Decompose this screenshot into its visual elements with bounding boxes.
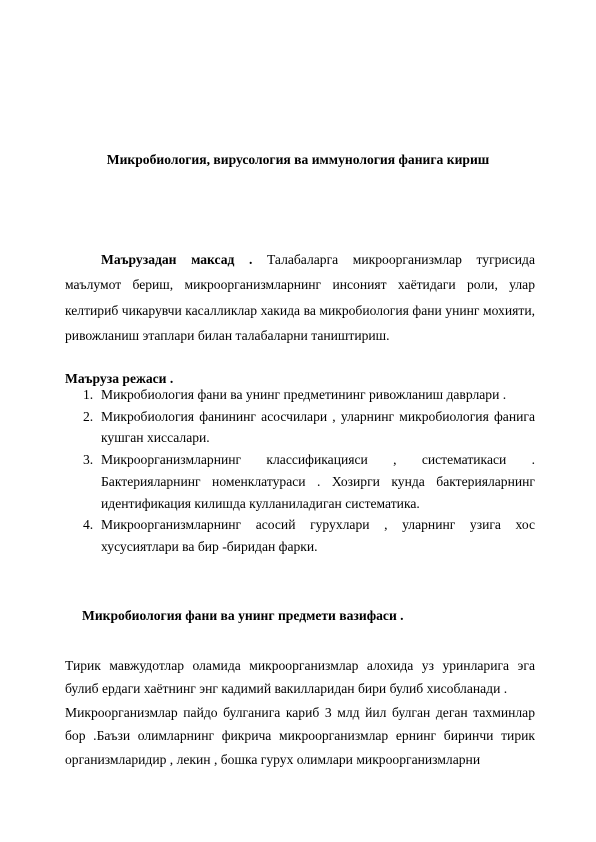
plan-item-number: 2. — [83, 408, 94, 424]
plan-list — [65, 384, 535, 558]
purpose-lead: Маърузадан максад . — [101, 252, 253, 267]
plan-item-text: Микробиология фани ва унинг предметининг ривожланиш даврлари . — [101, 387, 507, 402]
body-paragraph: Микроорганизмлар пайдо булганига кариб 3 млд йил булган деган тахминлар бор .Баъзи олимларнинг фикрича микроорганизмлар ернинг биринчи тирик организмларидир , лекин , бошка гурух олимлари микроорганизмларни — [65, 704, 535, 767]
body-paragraph: Тирик мавжудотлар оламида микроорганизмлар алохида уз уринларига эга булиб ердаги хаётнинг энг кадимий вакилларидан бири булиб хисобланади . — [65, 658, 535, 697]
plan-item-text: Микробиология фанининг асосчилари , уларнинг микробиология фанига кушган хиссалари. — [101, 408, 535, 446]
plan-item-number: 1. — [83, 387, 94, 402]
section-heading: Микробиология фани ва унинг предмети вазифаси . — [82, 608, 404, 623]
plan-item — [65, 449, 535, 514]
purpose-text: Талабаларга микроорганизмлар тугрисида маълумот бериш, микроорганизмларнинг инсоният хаётидаги роли, улар келтириб чикарувчи касалликлар хакида ва микробиология фани унинг мохияти, ривожланиш этаплари билан талабаларни таништириш. — [65, 252, 535, 343]
page-title: Микробиология, вирусология ва иммунология фанига кириш — [106, 152, 490, 167]
plan-item-number: 3. — [83, 452, 94, 468]
plan-item — [65, 514, 535, 557]
lecture-purpose-paragraph — [65, 247, 535, 348]
plan-item — [65, 384, 535, 406]
plan-item-text: Микроорганизмларнинг классификацияси , систематикаси . Бактерияларнинг номенклатураси . Хозирги кунда бактерияларнинг идентификация килишда кулланиладиган систематика. — [101, 452, 535, 511]
plan-item — [65, 406, 535, 449]
plan-heading: Маъруза режаси . — [65, 371, 174, 386]
section-body — [65, 654, 535, 771]
plan-item-text: Микроорганизмларнинг асосий гурухлари , уларнинг узига хос хусусиятлари ва бир -биридан фарки. — [101, 517, 535, 554]
plan-item-number: 4. — [83, 517, 94, 533]
